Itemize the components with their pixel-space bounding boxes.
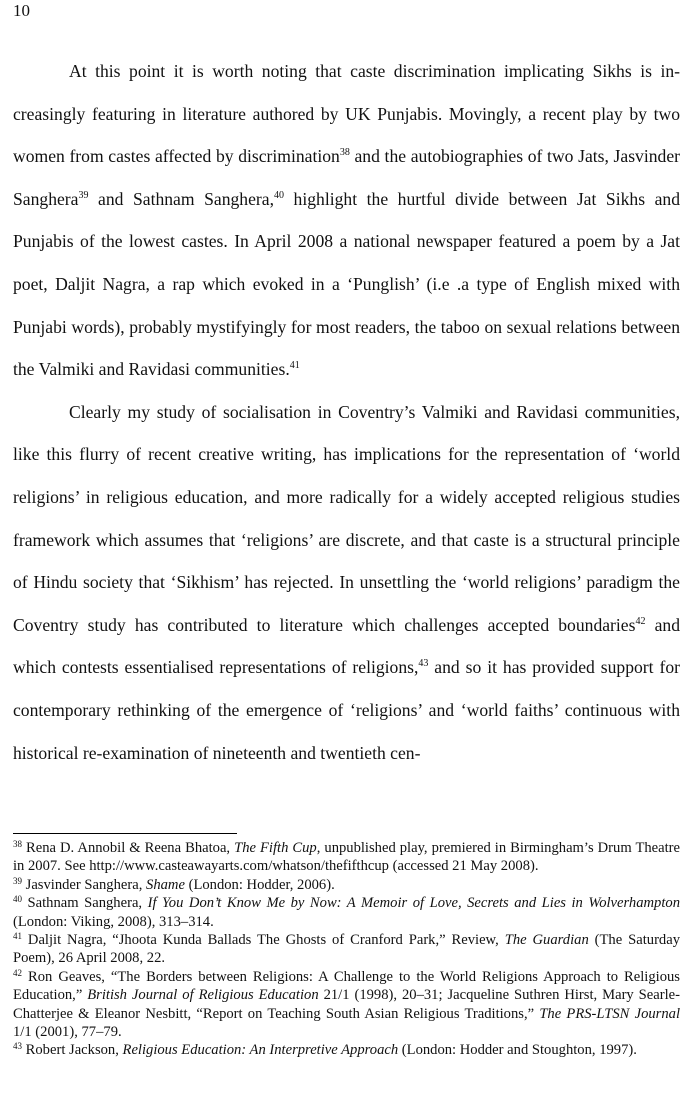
- text-run: At this point it is worth noting that caste discrimination implicating Sikhs is increasingly featuring in literature authored by UK Punjabis. Movingly, a recent play by two women from castes affected by discrimination: [13, 61, 680, 167]
- text-run: and which contests essentialised representations of religions,: [13, 614, 680, 678]
- text-run: 21/1 (1998), 20–31; Jacqueline Suthren Hirst, Mary Searle-Chatterjee & Eleanor Nesbitt, “Report on Teaching South Asian Religious Traditions,”: [13, 987, 680, 1022]
- italic-title: Shame: [146, 876, 185, 893]
- footnote: [13, 839, 680, 876]
- paragraph: [13, 50, 680, 391]
- italic-title: The Fifth Cup: [234, 840, 317, 856]
- footnote: [13, 1041, 680, 1059]
- text-run: and so it has provided support for contemporary rethinking of the emergence of ‘religions’ and ‘world faiths’ continuous with historical re-examination of nineteenth and twentieth cen-: [13, 657, 680, 763]
- text-run: (London: Hodder and Stoughton, 1997).: [398, 1042, 637, 1059]
- text-run: (The Saturday Poem), 26 April 2008, 22.: [13, 932, 680, 967]
- footnote-ref: 40: [273, 189, 284, 201]
- footnote-number: 40: [13, 894, 22, 905]
- footnote-ref: 42: [635, 615, 646, 627]
- text-run: Daljit Nagra, “Jhoota Kunda Ballads The Ghosts of Cranford Park,” Review,: [22, 932, 505, 949]
- text-run: Robert Jackson,: [22, 1042, 123, 1059]
- paragraph: [13, 391, 680, 774]
- page-number: 10: [13, 1, 30, 20]
- footnote: [13, 931, 680, 968]
- text-run: 1/1 (2001), 77–79.: [13, 1024, 122, 1041]
- footnote: [13, 894, 680, 931]
- footnote: [13, 968, 680, 1042]
- footnote-ref: 38: [339, 147, 350, 159]
- footnotes: [13, 839, 680, 1060]
- text-run: (London: Viking, 2008), 313–314.: [13, 913, 214, 930]
- text-run: highlight the hurtful divide between Jat Sikhs and Punjabis of the lowest castes. In April 2008 a national newspaper featured a poem by a Jat poet, Daljit Nagra, a rap which evoked in a ‘Punglish’ (i.e .a type of English mixed with Punjabi words), probably mystifyingly for most readers, the taboo on sexual relations between the Valmiki and Ravidasi communities.: [13, 188, 680, 380]
- footnote-number: 39: [13, 875, 22, 886]
- footnote-number: 38: [13, 839, 22, 849]
- footnote-separator: [13, 833, 237, 834]
- footnote-ref: 43: [418, 658, 429, 670]
- body-text: [13, 50, 680, 774]
- italic-title: The PRS-LTSN Journal: [539, 1005, 680, 1022]
- italic-title: If You Don’t Know Me by Now: A Memoir of Love, Secrets and Lies in Wolverhampton: [147, 895, 680, 912]
- footnote-number: 43: [13, 1041, 22, 1052]
- text-run: (London: Hodder, 2006).: [184, 876, 335, 893]
- italic-title: British Journal of Religious Education: [87, 987, 319, 1004]
- text-run: and the autobiographies of two Jats, Jasvinder Sanghera: [13, 146, 680, 209]
- text-run: Rena D. Annobil & Reena Bhatoa,: [22, 840, 235, 856]
- text-run: Jasvinder Sanghera,: [22, 876, 147, 893]
- footnote: [13, 876, 680, 894]
- italic-title: Religious Education: An Interpretive Approach: [122, 1042, 399, 1059]
- text-run: Clearly my study of socialisation in Coventry’s Valmiki and Ravidasi communities, like this flurry of recent creative writing, has implications for the representation of ‘world religions’ in religious education, and more radically for a widely accepted religious studies framework which assumes that ‘religions’ are discrete, and that caste is a structural principle of Hindu society that ‘Sikhism’ has rejected. In unsettling the ‘world religions’ paradigm the Coventry study has contributed to literature which challenges accepted boundaries: [13, 401, 680, 635]
- italic-title: The Guardian: [504, 932, 589, 949]
- footnote-number: 42: [13, 967, 22, 978]
- text-run: Ron Geaves, “The Borders between Religions: A Challenge to the World Religions Approach to Religious Education,”: [13, 968, 680, 1004]
- text-run: and Sathnam Sanghera,: [88, 188, 274, 209]
- footnote-ref: 39: [78, 189, 89, 201]
- text-run: Sathnam Sanghera,: [22, 895, 148, 912]
- text-run: , unpublished play, premiered in Birmingham’s Drum Theatre in 2007. See http://www.casteawayarts.com/whatson/thefifthcup (accessed 21 May 2008).: [13, 840, 681, 875]
- footnote-ref: 41: [289, 360, 300, 372]
- footnote-number: 41: [13, 931, 22, 942]
